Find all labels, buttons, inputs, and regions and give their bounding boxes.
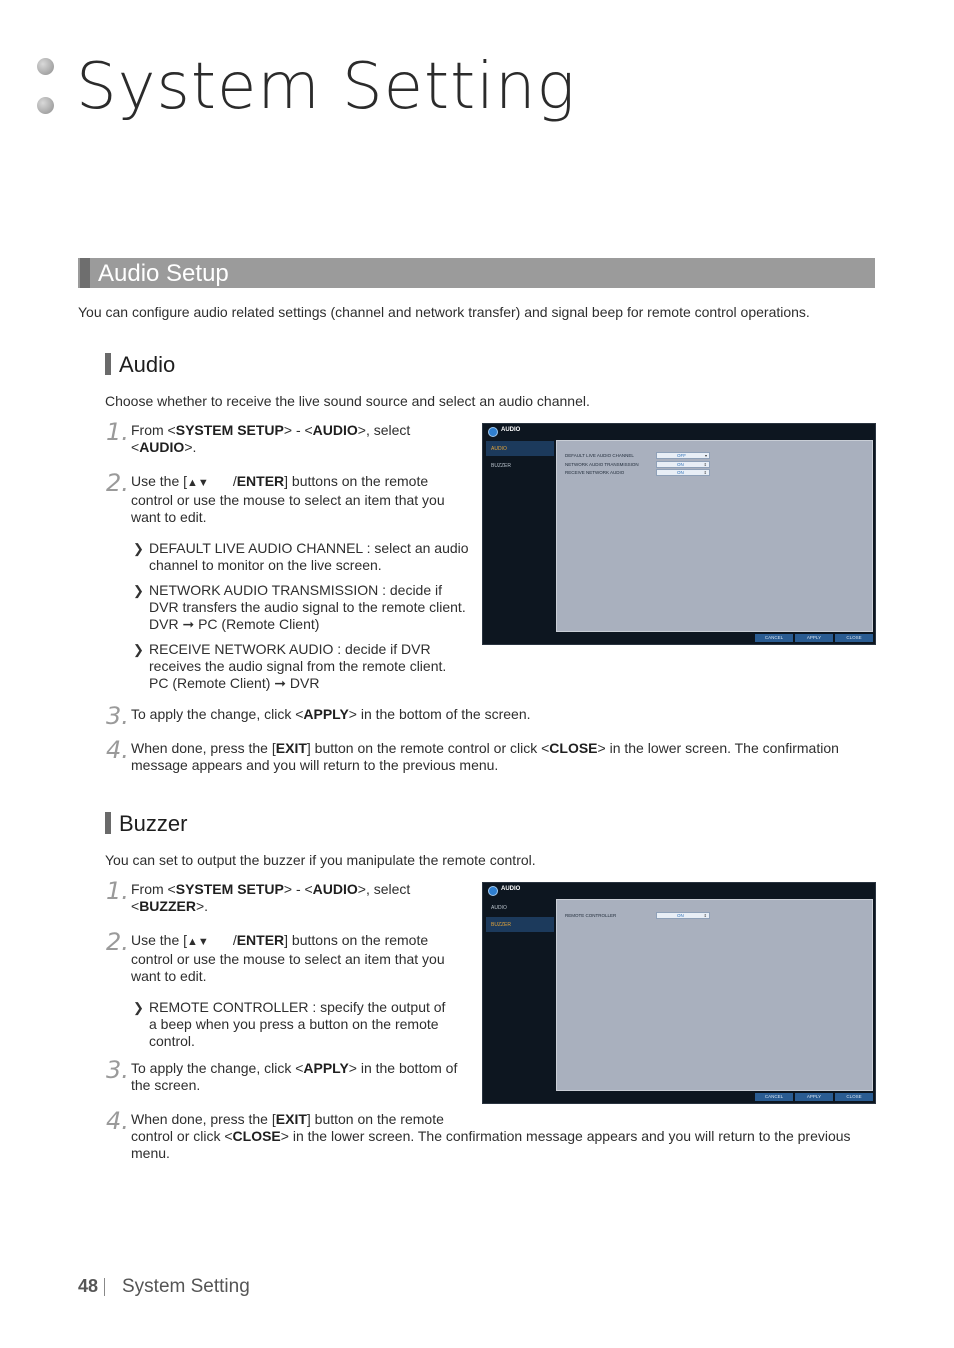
step-number: 1. <box>106 418 129 446</box>
setting-value-select[interactable]: OFF ▾ <box>656 452 710 459</box>
buzzer-heading: Buzzer <box>105 811 187 837</box>
bullet-marker: ❯ <box>133 1000 144 1015</box>
decor-dot-top <box>37 58 54 75</box>
setting-value-select[interactable]: ON ⇕ <box>656 469 710 476</box>
step-text: To apply the change, click <APPLY> in the bottom of the screen. <box>131 706 531 722</box>
app-logo-icon <box>488 886 498 896</box>
step-text: Use the [▲▼ /ENTER] buttons on the remote control or use the mouse to select an item that you want to edit. <box>131 473 445 525</box>
step-text: Use the [▲▼ /ENTER] buttons on the remote control or use the mouse to select an item that you want to edit. <box>131 932 445 984</box>
audio-desc: Choose whether to receive the live sound source and select an audio channel. <box>105 393 590 409</box>
section-title: Audio Setup <box>98 260 229 287</box>
step-number: 4. <box>106 1107 129 1135</box>
setting-value-select[interactable]: ON ⇕ <box>656 461 710 468</box>
page-number: 48 <box>78 1276 99 1296</box>
bullet-text: RECEIVE NETWORK AUDIO : decide if DVR receives the audio signal from the remote client. PC (Remote Client) ➞ DVR <box>149 641 447 691</box>
setting-value-select[interactable]: ON ⇕ <box>656 912 710 919</box>
step-text: To apply the change, click <APPLY> in the bottom of the screen. <box>131 1060 458 1093</box>
footer-title: System Setting <box>122 1276 250 1297</box>
step-number: 2. <box>106 469 129 497</box>
step-number: 4. <box>106 736 129 764</box>
buzzer-screenshot <box>482 882 876 1104</box>
step-number: 3. <box>106 1056 129 1084</box>
close-button[interactable]: CLOSE <box>835 1093 873 1101</box>
menu-item-buzzer[interactable]: BUZZER <box>486 917 554 932</box>
dropdown-arrow-icon: ▾ <box>704 453 707 458</box>
section-accent <box>80 258 90 288</box>
step-number: 2. <box>106 928 129 956</box>
bullet-text: NETWORK AUDIO TRANSMISSION : decide if DVR transfers the audio signal to the remote client. DVR ➞ PC (Remote Client) <box>149 582 466 632</box>
heading-mark <box>105 353 111 375</box>
apply-button[interactable]: APPLY <box>795 1093 833 1101</box>
page-title: System Setting <box>76 50 576 124</box>
step-number: 1. <box>106 877 129 905</box>
setting-label: NETWORK AUDIO TRANSMISSION <box>565 462 639 467</box>
section-header <box>78 258 875 288</box>
updown-arrow-icon: ⇕ <box>703 462 707 467</box>
heading-mark <box>105 812 111 834</box>
audio-heading: Audio <box>105 352 175 378</box>
bullet-marker: ❯ <box>133 541 144 556</box>
step-text: When done, press the [EXIT] button on the remote control or click <CLOSE> in the lower screen. The confirmation message appears and you will return to the previous menu. <box>131 740 839 773</box>
bullet-marker: ❯ <box>133 583 144 598</box>
bullet-marker: ❯ <box>133 642 144 657</box>
updown-arrow-icon: ⇕ <box>703 913 707 918</box>
cancel-button[interactable]: CANCEL <box>755 1093 793 1101</box>
step-text: When done, press the [EXIT] button on the remote control or click <CLOSE> in the lower screen. The confirmation message appears and you will return to the previous menu. <box>131 1111 851 1161</box>
step-text: From <SYSTEM SETUP> - <AUDIO>, select <BUZZER>. <box>131 881 411 914</box>
setting-label: DEFAULT LIVE AUDIO CHANNEL <box>565 453 634 458</box>
cancel-button[interactable]: CANCEL <box>755 634 793 642</box>
close-button[interactable]: CLOSE <box>835 634 873 642</box>
decor-dot-bottom <box>37 97 54 114</box>
settings-panel <box>556 440 873 632</box>
app-logo-icon <box>488 427 498 437</box>
menu-item-audio[interactable]: AUDIO <box>491 905 507 911</box>
footer-divider <box>104 1278 105 1296</box>
bullet-text: DEFAULT LIVE AUDIO CHANNEL : select an audio channel to monitor on the live screen. <box>149 540 469 573</box>
step-number: 3. <box>106 702 129 730</box>
screen-header: AUDIO <box>483 883 875 899</box>
menu-item-buzzer[interactable]: BUZZER <box>491 463 511 469</box>
updown-arrow-icon: ⇕ <box>703 470 707 475</box>
settings-panel <box>556 899 873 1091</box>
intro-text: You can configure audio related settings (channel and network transfer) and signal beep for remote control operations. <box>78 304 810 320</box>
step-text: From <SYSTEM SETUP> - <AUDIO>, select <AUDIO>. <box>131 422 411 455</box>
screen-header: AUDIO <box>483 424 875 440</box>
apply-button[interactable]: APPLY <box>795 634 833 642</box>
setting-label: RECEIVE NETWORK AUDIO <box>565 470 625 475</box>
bullet-text: REMOTE CONTROLLER : specify the output of a beep when you press a button on the remote control. <box>149 999 446 1049</box>
buzzer-desc: You can set to output the buzzer if you manipulate the remote control. <box>105 852 536 868</box>
audio-screenshot <box>482 423 876 645</box>
setting-label: REMOTE CONTROLLER <box>565 913 617 918</box>
menu-item-audio[interactable]: AUDIO <box>486 441 554 456</box>
